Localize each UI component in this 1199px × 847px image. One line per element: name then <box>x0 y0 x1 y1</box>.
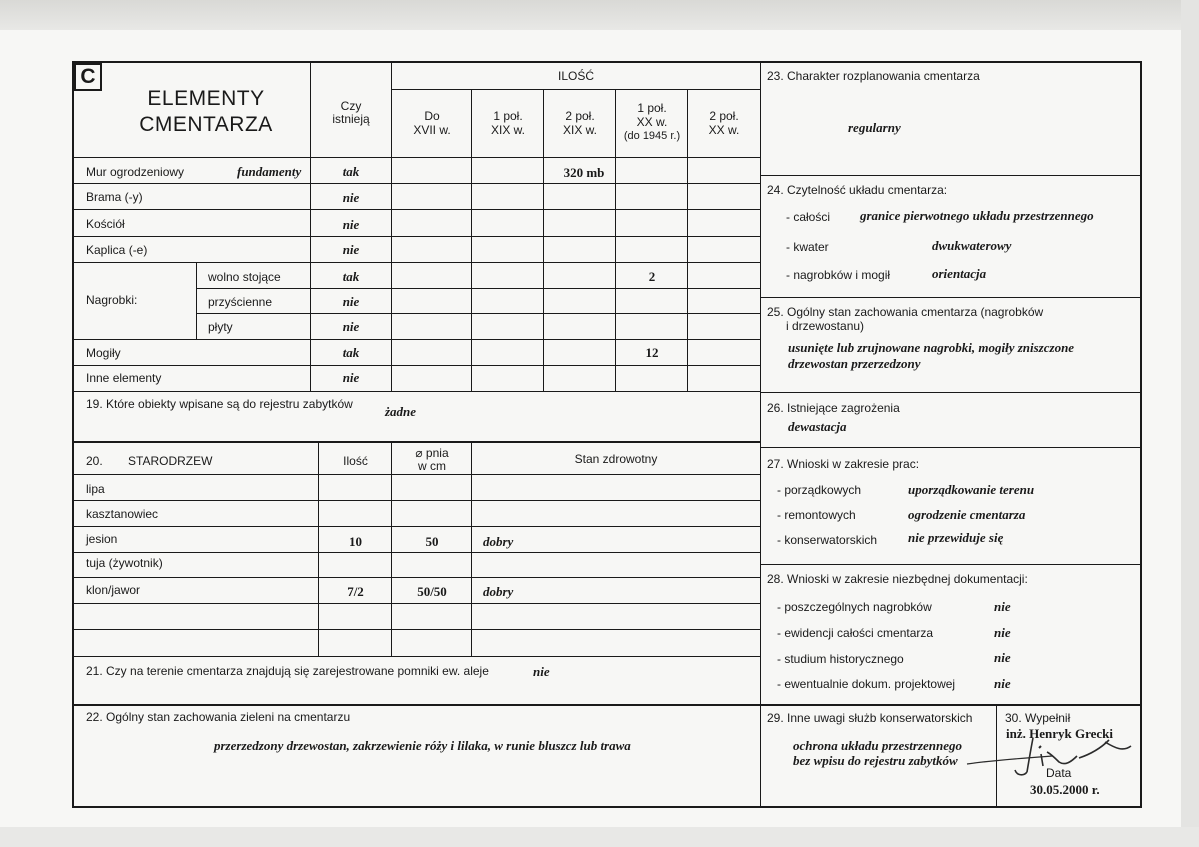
q24-item-2-value: dwukwaterowy <box>932 238 1012 253</box>
q24-label: 24. Czytelność układu cmentarza: <box>767 183 948 197</box>
q30-date: 30.05.2000 r. <box>1030 782 1100 797</box>
q19-value: żadne <box>385 404 417 419</box>
grid-line <box>73 183 760 184</box>
grid-line <box>73 552 760 553</box>
line-qty-under <box>392 89 760 90</box>
row-kosciol-exists: nie <box>342 217 360 232</box>
frame-left <box>72 61 74 808</box>
row-mur-exists: tak <box>342 164 360 179</box>
row-wolno-label: wolno stojące <box>208 270 281 284</box>
q27-label: 27. Wnioski w zakresie prac: <box>767 457 920 471</box>
grid-line <box>761 447 1141 448</box>
q21-value: nie <box>533 664 550 679</box>
q28-item-1-label: - poszczególnych nagrobków <box>777 600 932 614</box>
q24-item-1-value: granice pierwotnego układu przestrzennego <box>860 208 1094 223</box>
col-quantity: ILOŚĆ <box>557 69 594 83</box>
q23-label: 23. Charakter rozplanowania cmentarza <box>767 69 980 83</box>
q30-date-label: Data <box>1046 766 1072 780</box>
line-q19-bottom <box>73 441 761 443</box>
section-letter: C <box>74 63 102 91</box>
period-2-l1: 1 poł. <box>493 109 523 123</box>
q27-item-1-value: uporządkowanie terenu <box>908 482 1035 497</box>
row-inne-label: Inne elementy <box>86 371 162 385</box>
row-kaplica-label: Kaplica (-e) <box>86 243 148 257</box>
q30-name: inż. Henryk Grecki <box>1006 726 1114 741</box>
q22-label: 22. Ogólny stan zachowania zieleni na cmentarzu <box>86 710 351 724</box>
grid-line <box>73 500 760 501</box>
grid-line <box>761 392 1141 393</box>
grid-line <box>73 629 760 630</box>
row-mogily-exists: tak <box>342 345 360 360</box>
tree-row-5-name: klon/jawor <box>86 583 141 597</box>
period-1-l1: Do <box>424 109 440 123</box>
grid-line <box>197 313 760 314</box>
row-mogily-qty: 12 <box>645 345 659 360</box>
row-kaplica-exists: nie <box>342 242 360 257</box>
title-line1: ELEMENTY <box>147 87 265 110</box>
line-header-bottom <box>73 157 760 158</box>
grid-line <box>73 365 760 366</box>
grid-line <box>471 442 472 656</box>
tree-row-2-name: kasztanowiec <box>86 507 159 521</box>
row-wolno-qty: 2 <box>648 269 656 284</box>
q27-item-1-label: - porządkowych <box>777 483 862 497</box>
grid-line <box>543 89 544 391</box>
period-4-l1: 1 poł. <box>637 101 667 115</box>
grid-line <box>197 288 760 289</box>
trees-header-title: STARODRZEW <box>128 454 213 468</box>
q28-item-2-label: - ewidencji całości cmentarza <box>777 626 934 640</box>
q28-item-3-value: nie <box>994 650 1011 665</box>
q21-label: 21. Czy na terenie cmentarza znajdują się zarejestrowane pomniki ew. aleje <box>86 664 489 678</box>
trees-header-num: 20. <box>86 454 103 468</box>
period-3-l2: XIX w. <box>562 123 597 137</box>
grid-line <box>471 89 472 391</box>
row-plyty-exists: nie <box>342 319 360 334</box>
trees-col-diam-l2: w cm <box>418 459 446 473</box>
q25-value-l1: usunięte lub zrujnowane nagrobki, mogiły zniszczone <box>788 340 1075 355</box>
q27-item-3-value: nie przewiduje się <box>908 530 1004 545</box>
q29-value-l1: ochrona układu przestrzennego <box>793 738 963 753</box>
column-divider <box>760 62 761 807</box>
paper-edge-right <box>1181 0 1199 847</box>
q27-item-2-value: ogrodzenie cmentarza <box>908 507 1026 522</box>
col-exists-line1: Czy <box>340 99 362 113</box>
q30-label: 30. Wypełnił <box>1005 711 1071 725</box>
grid-line <box>761 175 1141 176</box>
row-przyscienne-label: przyścienne <box>208 295 273 309</box>
tree-row-5-health: dobry <box>483 584 514 599</box>
q19-label: 19. Które obiekty wpisane są do rejestru zabytków <box>86 397 353 411</box>
row-wolno-exists: tak <box>342 269 360 284</box>
q26-value: dewastacja <box>788 419 847 434</box>
grid-line <box>73 526 760 527</box>
tree-row-5-qty: 7/2 <box>347 584 364 599</box>
grid-line <box>73 236 760 237</box>
q23-value: regularny <box>848 120 901 135</box>
q28-item-2-value: nie <box>994 625 1011 640</box>
q25-value-l2: drzewostan przerzedzony <box>788 356 921 371</box>
grid-line <box>761 297 1141 298</box>
q26-label: 26. Istniejące zagrożenia <box>767 401 900 415</box>
period-5-l2: XX w. <box>708 123 740 137</box>
period-5-l1: 2 poł. <box>709 109 739 123</box>
period-1-l2: XVII w. <box>413 123 451 137</box>
col-exists-line2: istnieją <box>332 112 370 126</box>
frame-top <box>72 61 1142 63</box>
tree-row-3-qty: 10 <box>349 534 362 549</box>
q24-item-2-label: - kwater <box>786 240 829 254</box>
grid-line <box>196 262 197 339</box>
row-brama-label: Brama (-y) <box>86 190 143 204</box>
tree-row-3-health: dobry <box>483 534 514 549</box>
period-3-l1: 2 poł. <box>565 109 595 123</box>
frame-bottom <box>72 806 1142 808</box>
title-line2: CMENTARZA <box>139 113 273 136</box>
q24-item-3-label: - nagrobków i mogił <box>786 268 891 282</box>
q28-item-4-value: nie <box>994 676 1011 691</box>
q28-item-4-label: - ewentualnie dokum. projektowej <box>777 677 956 691</box>
tree-row-3-name: jesion <box>86 532 118 546</box>
row-nagrobki-label: Nagrobki: <box>86 293 138 307</box>
row-mur-qty: 320 mb <box>563 165 605 180</box>
grid-line <box>73 339 760 340</box>
grid-line <box>761 564 1141 565</box>
q29-label: 29. Inne uwagi służb konserwatorskich <box>767 711 973 725</box>
period-4-l2: XX w. <box>636 115 668 129</box>
period-4-l3: (do 1945 r.) <box>623 130 681 142</box>
period-2-l2: XIX w. <box>490 123 525 137</box>
grid-line <box>73 656 760 657</box>
q24-item-1-label: - całości <box>786 210 831 224</box>
trees-col-qty: Ilość <box>343 454 368 468</box>
grid-line <box>73 391 760 392</box>
q28-item-3-label: - studium historycznego <box>777 652 904 666</box>
tree-row-3-diam: 50 <box>425 534 439 549</box>
q28-label: 28. Wnioski w zakresie niezbędnej dokumentacji: <box>767 572 1028 586</box>
paper-edge-bottom <box>0 827 1199 847</box>
row-przyscienne-exists: nie <box>342 294 360 309</box>
row-mogily-label: Mogiły <box>86 346 121 360</box>
row-inne-exists: nie <box>342 370 360 385</box>
row-plyty-label: płyty <box>208 320 233 334</box>
grid-line <box>73 474 760 475</box>
trees-col-diam-l1: ⌀ pnia <box>415 446 449 460</box>
row-mur-label: Mur ogrodzeniowy <box>86 165 185 179</box>
tree-row-4-name: tuja (żywotnik) <box>86 556 163 570</box>
row-brama-exists: nie <box>342 190 360 205</box>
q22-value: przerzedzony drzewostan, zakrzewienie róży i lilaka, w runie bluszcz lub trawa <box>214 738 631 753</box>
handwritten-signature <box>955 732 1135 780</box>
tree-row-5-diam: 50/50 <box>417 584 447 599</box>
row-kosciol-label: Kościół <box>86 217 125 231</box>
grid-line <box>391 442 392 656</box>
tree-row-1-name: lipa <box>86 482 105 496</box>
grid-line <box>73 209 760 210</box>
grid-line <box>391 62 392 391</box>
trees-col-health: Stan zdrowotny <box>574 452 658 466</box>
q27-item-3-label: - konserwatorskich <box>777 533 878 547</box>
q28-item-1-value: nie <box>994 599 1011 614</box>
grid-line <box>73 603 760 604</box>
frame-right <box>1140 61 1142 808</box>
q25-label-l1: 25. Ogólny stan zachowania cmentarza (nagrobków <box>767 305 1044 319</box>
q24-item-3-value: orientacja <box>932 266 987 281</box>
q27-item-2-label: - remontowych <box>777 508 856 522</box>
grid-line <box>318 442 319 656</box>
line-q21-bottom <box>73 704 1141 706</box>
q29-value-l2: bez wpisu do rejestru zabytków <box>793 753 958 768</box>
row-mur-note: fundamenty <box>237 164 302 179</box>
grid-line <box>73 577 760 578</box>
grid-line <box>73 262 760 263</box>
q25-label-l2: i drzewostanu) <box>786 319 865 333</box>
